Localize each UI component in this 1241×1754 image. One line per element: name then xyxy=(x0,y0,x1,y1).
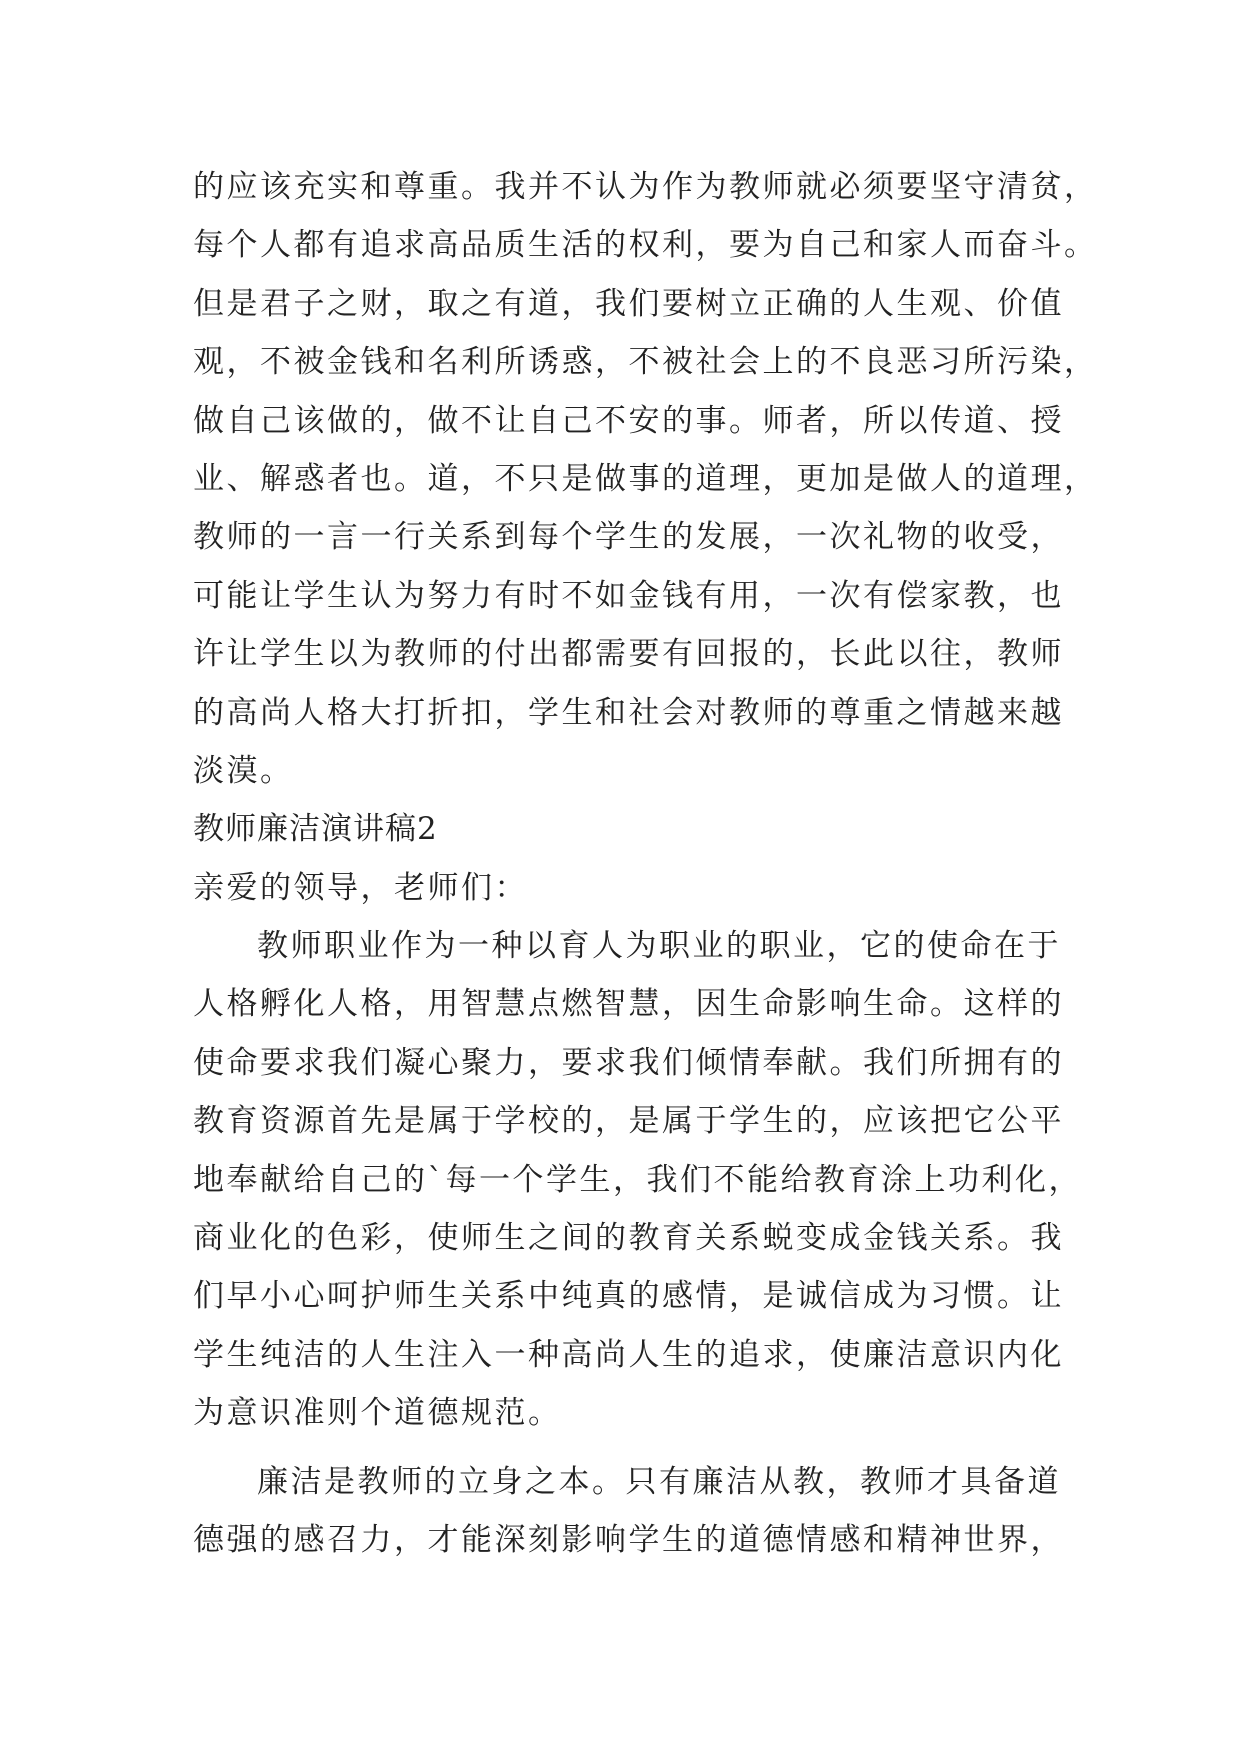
text-line: 观，不被金钱和名利所诱惑，不被社会上的不良恶习所污染， xyxy=(193,344,1098,381)
text-line: 的应该充实和尊重。我并不认为作为教师就必须要坚守清贫， xyxy=(193,169,1098,205)
text-line: 许让学生以为教师的付出都需要有回报的，长此以往，教师 xyxy=(193,636,1064,673)
text-line: 地奉献给自己的`每一个学生，我们不能给教育涂上功利化， xyxy=(193,1161,1082,1198)
section-title: 教师廉洁演讲稿2 xyxy=(193,811,438,848)
paragraph-first-line: 教师职业作为一种以育人为职业的职业，它的使命在于 xyxy=(257,928,1061,965)
text-line: 为意识准则个道德规范。 xyxy=(193,1395,562,1432)
text-line: 教育资源首先是属于学校的，是属于学生的，应该把它公平 xyxy=(193,1103,1064,1140)
text-line: 但是君子之财，取之有道，我们要树立正确的人生观、价值 xyxy=(193,285,1064,322)
document-body xyxy=(193,158,1098,1569)
text-line: 教师的一言一行关系到每个学生的发展，一次礼物的收受， xyxy=(193,519,1064,556)
text-line: 使命要求我们凝心聚力，要求我们倾情奉献。我们所拥有的 xyxy=(193,1044,1064,1081)
text-line: 商业化的色彩，使师生之间的教育关系蜕变成金钱关系。我 xyxy=(193,1220,1064,1257)
text-line: 可能让学生认为努力有时不如金钱有用，一次有偿家教，也 xyxy=(193,577,1064,614)
paragraph-first-line: 廉洁是教师的立身之本。只有廉洁从教，教师才具备道 xyxy=(257,1463,1061,1500)
text-line: 每个人都有追求高品质生活的权利，要为自己和家人而奋斗。 xyxy=(193,227,1098,264)
text-line: 业、解惑者也。道，不只是做事的道理，更加是做人的道理， xyxy=(193,460,1098,497)
text-line: 淡漠。 xyxy=(193,752,294,789)
text-line: 们早小心呵护师生关系中纯真的感情，是诚信成为习惯。让 xyxy=(193,1278,1064,1315)
text-line: 的高尚人格大打折扣，学生和社会对教师的尊重之情越来越 xyxy=(193,694,1064,731)
text-line: 做自己该做的，做不让自己不安的事。师者，所以传道、授 xyxy=(193,402,1064,439)
text-line: 人格孵化人格，用智慧点燃智慧，因生命影响生命。这样的 xyxy=(193,986,1064,1023)
salutation: 亲爱的领导，老师们： xyxy=(193,869,528,906)
text-line: 学生纯洁的人生注入一种高尚人生的追求，使廉洁意识内化 xyxy=(193,1336,1064,1373)
paragraph-gap xyxy=(193,1443,1093,1453)
text-line: 德强的感召力，才能深刻影响学生的道德情感和精神世界， xyxy=(193,1521,1064,1558)
